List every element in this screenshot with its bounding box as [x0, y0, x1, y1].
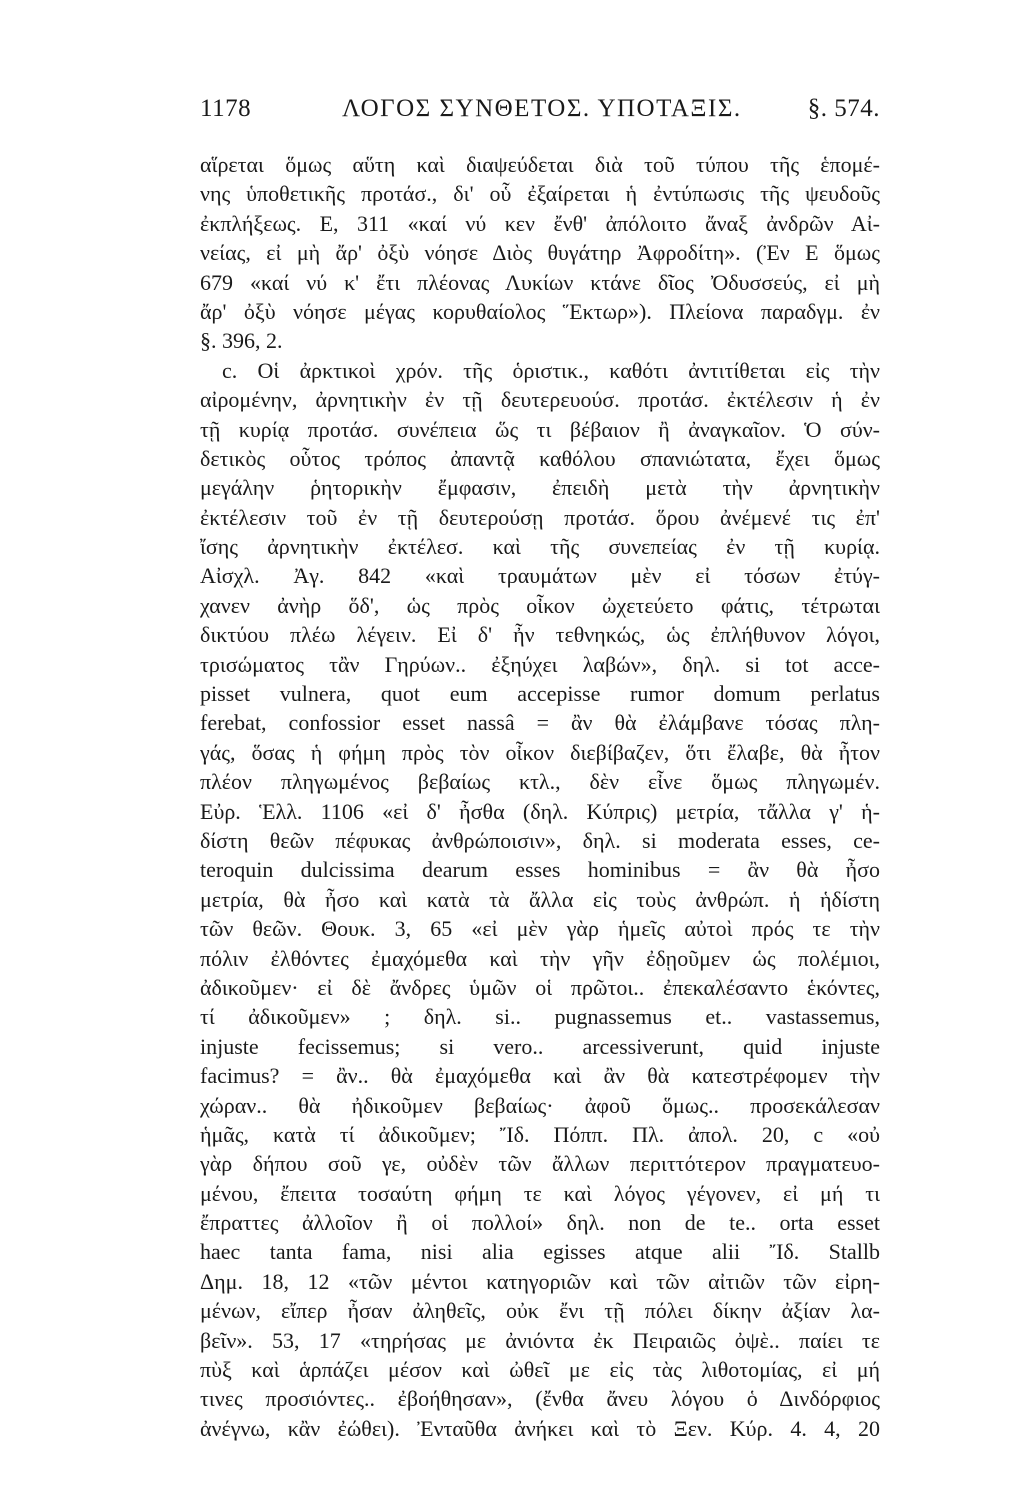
text-line: τινες προσιόντες.. ἐβοήθησαν», (ἔνθα ἄνευ λόγου ὁ Δινδόρφιος	[200, 1386, 880, 1412]
text-line: facimus? = ἂν.. θὰ ἐμαχόμεθα καὶ ἂν θὰ κατεστρέφομεν τὴν	[200, 1063, 880, 1089]
text-line: τρισώματος τἂν Γηρύων.. ἐξηύχει λαβών», δηλ. si tot acce-	[200, 651, 880, 677]
text-line: ἔπραττες ἀλλοῖον ἢ οἱ πολλοί» δηλ. non de te.. orta esset	[200, 1210, 880, 1236]
text-line: γὰρ δήπου σοῦ γε, οὐδὲν τῶν ἄλλων περιττότερον πραγματευο-	[200, 1151, 880, 1177]
text-line: νείας, εἰ μὴ ἄρ' ὀξὺ νόησε Διὸς θυγάτηρ Ἀφροδίτη». (Ἐν Ε ὅμως	[200, 240, 880, 266]
text-line: αἵρεται ὅμως αὕτη καὶ διαψεύδεται διὰ τοῦ τύπου τῆς ἑπομέ-	[200, 152, 880, 177]
text-line: ἡμᾶς, κατὰ τί ἀδικοῦμεν; Ἴδ. Πόππ. Πλ. ἀπολ. 20, c «οὐ	[200, 1121, 880, 1147]
text-line: Αἰσχλ. Ἀγ. 842 «καὶ τραυμάτων μὲν εἰ τόσων ἐτύγ-	[200, 563, 880, 589]
text-line: pisset vulnera, quot eum accepisse rumor domum perlatus	[200, 681, 880, 707]
text-line: haec tanta fama, nisi alia egisses atque alii Ἴδ. Stallb	[200, 1239, 880, 1265]
text-line: ἄρ' ὀξὺ νόησε μέγας κορυθαίολος Ἕκτωρ»). Πλείονα παραδγμ. ἐν	[200, 298, 880, 324]
text-line: injuste fecissemus; si vero.. arcessiverunt, quid injuste	[200, 1033, 880, 1059]
text-line: πὺξ καὶ ἁρπάζει μέσον καὶ ὠθεῖ με εἰς τὰς λιθοτομίας, εἰ μή	[200, 1357, 880, 1383]
text-line: μένου, ἔπειτα τοσαύτη φήμη τε καὶ λόγος γέγονεν, εἰ μή τι	[200, 1180, 880, 1206]
text-line: τῶν θεῶν. Θουκ. 3, 65 «εἰ μὲν γὰρ ἡμεῖς αὐτοὶ πρός τε τὴν	[200, 916, 880, 942]
text-line: ferebat, confossior esset nassâ = ἂν θὰ ἐλάμβανε τόσας πλη-	[200, 710, 880, 736]
text-line: δίστη θεῶν πέφυκας ἀνθρώποισιν», δηλ. si moderata esses, ce-	[200, 827, 880, 853]
text-line: §. 396, 2.	[200, 328, 283, 354]
body-text	[200, 150, 880, 1443]
text-line: ἀνέγνω, κἂν ἐώθει). Ἐνταῦθα ἀνήκει καὶ τὸ Ξεν. Κύρ. 4. 4, 20	[200, 1415, 880, 1441]
text-line: ἴσης ἀρνητικὴν ἐκτέλεσ. καὶ τῆς συνεπείας ἐν τῇ κυρίᾳ.	[200, 534, 880, 560]
text-line: αἰρομένην, ἀρνητικὴν ἐν τῇ δευτερευούσ. προτάσ. ἐκτέλεσιν ἡ ἐν	[200, 387, 880, 413]
text-line: πλέον πληγωμένος βεβαίως κτλ., δὲν εἶνε ὅμως πληγωμέν.	[200, 769, 880, 795]
text-line: πόλιν ἐλθόντες ἐμαχόμεθα καὶ τὴν γῆν ἐδῃοῦμεν ὡς πολέμιοι,	[200, 945, 880, 971]
running-header	[200, 95, 880, 135]
text-line: δικτύου πλέω λέγειν. Εἰ δ' ἦν τεθνηκώς, ὡς ἐπλήθυνον λόγοι,	[200, 622, 880, 648]
section-number: §. 574.	[807, 95, 880, 122]
page-number: 1178	[200, 95, 252, 122]
text-line: teroquin dulcissima dearum esses hominibus = ἂν θὰ ἦσο	[200, 857, 880, 883]
text-line: τῇ κυρίᾳ προτάσ. συνέπεια ὥς τι βέβαιον ἢ ἀναγκαῖον. Ὁ σύν-	[200, 416, 880, 442]
text-line: μένων, εἴπερ ἦσαν ἀληθεῖς, οὐκ ἔνι τῇ πόλει δίκην ἀξίαν λα-	[200, 1298, 880, 1324]
text-line: ἀδικοῦμεν· εἰ δὲ ἄνδρες ὑμῶν οἱ πρῶτοι.. ἐπεκαλέσαντο ἑκόντες,	[200, 974, 880, 1000]
text-line: τί ἀδικοῦμεν» ; δηλ. si.. pugnassemus et.. vastassemus,	[200, 1004, 880, 1030]
text-line: Δημ. 18, 12 «τῶν μέντοι κατηγοριῶν καὶ τῶν αἰτιῶν τῶν εἰρη-	[200, 1268, 880, 1294]
text-line: μετρία, θὰ ἦσο καὶ κατὰ τὰ ἄλλα εἰς τοὺς ἀνθρώπ. ἡ ἡδίστη	[200, 886, 880, 912]
text-line: γάς, ὅσας ἡ φήμη πρὸς τὸν οἶκον διεβίβαζεν, ὅτι ἔλαβε, θὰ ἦτον	[200, 739, 880, 765]
text-line: νης ὑποθετικῆς προτάσ., δι' οὗ ἐξαίρεται ἡ ἐντύπωσις τῆς ψευδοῦς	[200, 181, 880, 207]
text-line: χανεν ἀνὴρ ὅδ', ὡς πρὸς οἶκον ὠχετεύετο φάτις, τέτρωται	[200, 592, 880, 618]
text-line: ἐκπλήξεως. Ε, 311 «καί νύ κεν ἔνθ' ἀπόλοιτο ἄναξ ἀνδρῶν Αἰ-	[200, 210, 880, 236]
text-line: μεγάλην ῥητορικὴν ἔμφασιν, ἐπειδὴ μετὰ τὴν ἀρνητικὴν	[200, 475, 880, 501]
running-title: ΛΟΓΟΣ ΣΥΝΘΕΤΟΣ. ΥΠΟΤΑΞΙΣ.	[342, 95, 742, 122]
text-line: χώραν.. θὰ ἠδικοῦμεν βεβαίως· ἀφοῦ ὅμως.. προσεκάλεσαν	[200, 1092, 880, 1118]
text-line: δετικὸς οὗτος τρόπος ἀπαντᾷ καθόλου σπανιώτατα, ἔχει ὅμως	[200, 445, 880, 471]
text-line: c. Οἱ ἀρκτικοὶ χρόν. τῆς ὁριστικ., καθότι ἀντιτίθεται εἰς τὴν	[222, 357, 880, 383]
text-line: Εὐρ. Ἑλλ. 1106 «εἰ δ' ἦσθα (δηλ. Κύπρις) μετρία, τἄλλα γ' ἡ-	[200, 798, 880, 824]
text-line: ἐκτέλεσιν τοῦ ἐν τῇ δευτερούσῃ προτάσ. ὅρου ἀνέμενέ τις ἐπ'	[200, 504, 880, 530]
text-line: 679 «καί νύ κ' ἔτι πλέονας Λυκίων κτάνε δῖος Ὀδυσσεύς, εἰ μὴ	[200, 269, 880, 295]
text-line: βεῖν». 53, 17 «τηρήσας με ἀνιόντα ἐκ Πειραιῶς ὀψὲ.. παίει τε	[200, 1327, 880, 1353]
